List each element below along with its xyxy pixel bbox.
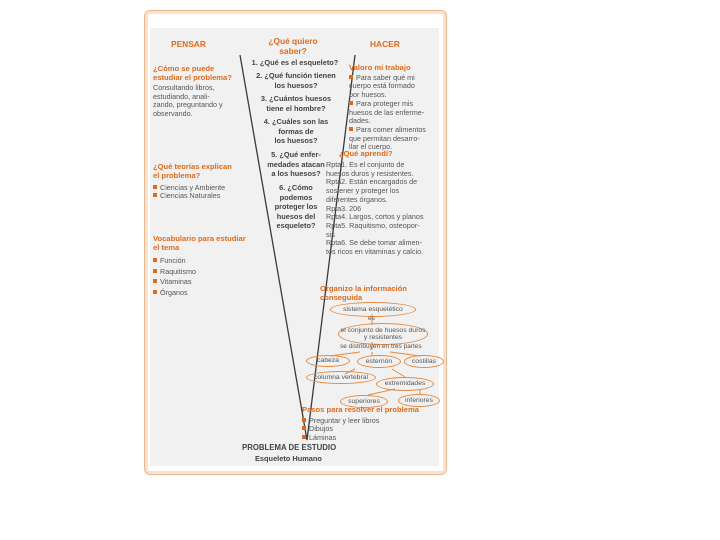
question-4: 4. ¿Cuáles son las formas de los huesos? [263,117,329,146]
question-2: 2. ¿Qué función tienen los huesos? [256,71,336,90]
map-root-node: sistema esquelético [330,302,416,317]
vocab-item: Vitaminas [153,277,196,288]
map-left-node: cabeza [306,355,350,367]
question-3: 3. ¿Cuántos huesos tiene el hombre? [260,94,332,113]
step-item: Preguntar y leer libros [302,417,379,425]
theories-title: ¿Qué teorías explican el problema? [153,162,232,180]
pensar-header: PENSAR [171,39,206,49]
vocab-title: Vocabulario para estudiar el tema [153,234,246,252]
steps-title: Pasos para resolver el problema [302,405,419,414]
theory-item: Ciencias Naturales [153,192,225,200]
map-limbs-node: extremidades [376,377,434,391]
theory-item: Ciencias y Ambiente [153,184,225,192]
answers-text: Rpta1. Es el conjunto de huesos duros y resistentes. Rpta2. Están encargados de sostener y proteger los diferentes órganos. Rpta3. 206 Rpta4. Largos, cortos y planos Rpta5. Raquitismo, osteopor- sis Rpta6. Se debe tomar alimen- tos ricos en vitaminas y calcio. [326,160,424,257]
work-item: Para saber qué mi cuerpo está formado por huesos. [349,74,437,99]
vocab-item: Función [153,256,196,267]
steps-list [302,417,379,442]
work-item: Para comer alimentos que permitan desarro- llar el cuerpo. [349,126,437,151]
step-item: Láminas [302,434,379,442]
footer-subtitle: Esqueleto Humano [255,454,322,463]
question-6: 6. ¿Cómo podemos proteger los huesos del esqueleto? [274,183,318,231]
map-definition-node: el conjunto de huesos duros y resistentes [338,323,428,345]
question-header: ¿Qué quiero saber? [268,36,318,56]
question-5: 5. ¿Qué enfer- medades atacan a los huesos? [267,150,325,179]
work-item: Para proteger mis huesos de las enferme- dades. [349,100,437,125]
map-lower-node: inferiores [398,394,440,407]
how-title: ¿Cómo se puede estudiar el problema? [153,64,232,82]
map-right-node: costillas [404,355,444,368]
map-column-node: columna vertebral [306,371,376,384]
map-upper-node: superiores [340,395,388,408]
learned-title: ¿Qué aprendí? [339,149,393,158]
map-es-label: es [368,315,375,322]
map-link-label: se distribuyen en tres partes [340,343,422,350]
how-text: Consultando libros, estudiando, anali- zando, preguntando y observando. [153,83,223,118]
organize-title: Organizo la información conseguida [320,284,407,302]
question-1: 1. ¿Qué es el esqueleto? [251,58,339,67]
footer-title: PROBLEMA DE ESTUDIO [242,443,337,452]
step-item: Dibujos [302,425,379,433]
vocab-item: Raquitismo [153,267,196,278]
hacer-header: HACER [370,39,400,49]
work-title: Valoro mi trabajo [349,63,411,72]
vocab-item: Órganos [153,288,196,299]
map-middle-node: esternón [357,355,401,368]
